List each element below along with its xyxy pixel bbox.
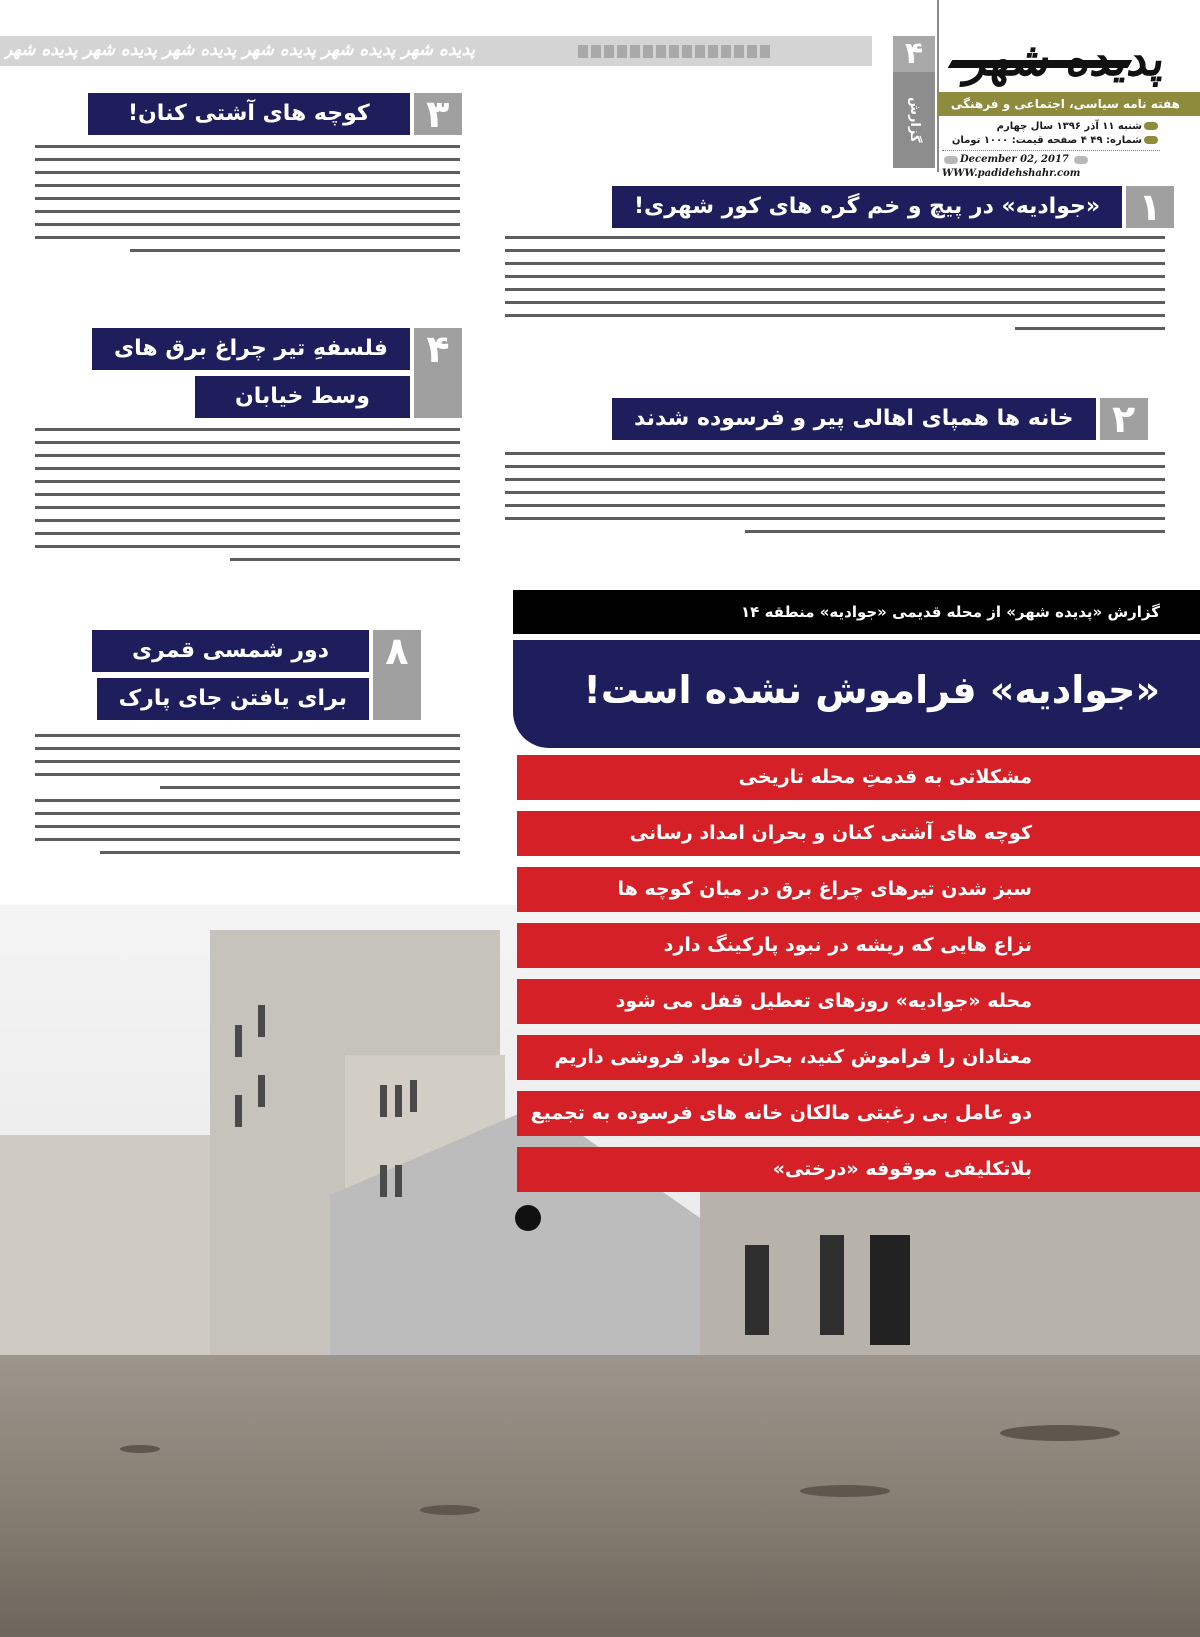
article-3-heading bbox=[88, 93, 462, 135]
pill-icon bbox=[1144, 122, 1158, 130]
top-decorative-strip bbox=[0, 36, 872, 66]
meta-divider bbox=[942, 150, 1160, 151]
topic-item: مشکلاتی به قدمتِ محله تاریخی bbox=[517, 755, 1200, 800]
article-8-heading bbox=[92, 630, 421, 720]
pill-icon bbox=[1144, 136, 1158, 144]
photo-window bbox=[380, 1085, 387, 1117]
article-number: ۸ bbox=[373, 630, 421, 720]
topic-item: محله «جوادیه» روزهای تعطیل قفل می شود bbox=[517, 979, 1200, 1024]
topic-item: معتادان را فراموش کنید، بحران مواد فروشی داریم bbox=[517, 1035, 1200, 1080]
strip-blocks bbox=[578, 45, 770, 58]
photo-window bbox=[235, 1025, 242, 1057]
photo-window bbox=[258, 1075, 265, 1107]
article-title: «جوادیه» در پیچ و خم گره های کور شهری! bbox=[612, 186, 1122, 228]
article-2-body bbox=[505, 452, 1165, 543]
article-title-line-1: فلسفهِ تیر چراغ برق های bbox=[92, 328, 410, 370]
article-number: ۳ bbox=[414, 93, 462, 135]
article-2-heading bbox=[612, 398, 1148, 440]
date-latin: December 02, 2017 bbox=[960, 154, 1069, 165]
photo-window bbox=[395, 1165, 402, 1197]
photo-building-left-low bbox=[0, 1135, 210, 1385]
photo-rubble bbox=[420, 1505, 480, 1515]
feature-kicker: گزارش «پدیده شهر» از محله قدیمی «جوادیه» منطقه ۱۴ bbox=[513, 590, 1200, 634]
strip-ghost-text: پدیده شهر پدیده شهر پدیده شهر پدیده شهر پدیده شهر پدیده شهر bbox=[4, 40, 476, 60]
photo-doorway bbox=[870, 1235, 910, 1345]
article-3-body bbox=[35, 145, 460, 262]
section-tab bbox=[893, 36, 935, 170]
issue-line: شنبه ۱۱ آذر ۱۳۹۶ سال چهارم bbox=[942, 120, 1160, 134]
topic-item: بلاتکلیفی موقوفه «درختی» bbox=[517, 1147, 1200, 1192]
photo-round-window bbox=[515, 1205, 541, 1231]
latin-line bbox=[942, 153, 1160, 181]
article-1-heading bbox=[612, 186, 1174, 228]
photo-rubble bbox=[800, 1485, 890, 1497]
article-title-line-2: وسط خیابان bbox=[195, 376, 410, 418]
photo-doorway bbox=[745, 1245, 769, 1335]
photo-window bbox=[235, 1095, 242, 1127]
article-number: ۲ bbox=[1100, 398, 1148, 440]
article-title-line-2: برای یافتن جای پارک bbox=[97, 678, 369, 720]
masthead-tagline: هفته نامه سیاسی، اجتماعی و فرهنگی bbox=[938, 92, 1200, 116]
topic-item: دو عامل بی رغبتی مالکان خانه های فرسوده به تجمیع bbox=[517, 1091, 1200, 1136]
photo-ground bbox=[0, 1355, 1200, 1637]
article-title: خانه ها همپای اهالی پیر و فرسوده شدند bbox=[612, 398, 1096, 440]
photo-doorway bbox=[820, 1235, 844, 1335]
masthead-divider bbox=[937, 0, 939, 172]
website-link[interactable]: WWW.padidehshahr.com bbox=[942, 168, 1081, 179]
photo-window bbox=[380, 1165, 387, 1197]
number-line: شماره: ۴۹ ۴ صفحه قیمت: ۱۰۰۰ تومان bbox=[942, 134, 1160, 148]
masthead-meta bbox=[942, 120, 1160, 181]
photo-window bbox=[410, 1080, 417, 1112]
topic-item: نزاع هایی که ریشه در نبود پارکینگ دارد bbox=[517, 923, 1200, 968]
topic-item: سبز شدن تیرهای چراغ برق در میان کوچه ها bbox=[517, 867, 1200, 912]
photo-window bbox=[258, 1005, 265, 1037]
pill-icon bbox=[1074, 156, 1088, 164]
article-title-line-1: دور شمسی قمری bbox=[92, 630, 369, 672]
article-4-body bbox=[35, 428, 460, 571]
feature-headline: «جوادیه» فراموش نشده است! bbox=[513, 640, 1200, 748]
article-4-heading bbox=[92, 328, 462, 418]
article-8-body bbox=[35, 734, 460, 864]
photo-rubble bbox=[120, 1445, 160, 1453]
article-number: ۱ bbox=[1126, 186, 1174, 228]
pill-icon bbox=[944, 156, 958, 164]
photo-window bbox=[395, 1085, 402, 1117]
topic-item: کوچه های آشتی کنان و بحران امداد رسانی bbox=[517, 811, 1200, 856]
section-number: ۴ bbox=[893, 36, 935, 72]
article-1-body bbox=[505, 236, 1165, 340]
feature-topics-list bbox=[517, 755, 1200, 1203]
article-title: کوچه های آشتی کنان! bbox=[88, 93, 410, 135]
newspaper-logo bbox=[950, 30, 1169, 88]
logo-text: پدیده شهر bbox=[962, 32, 1169, 86]
section-label: گزارش bbox=[893, 72, 935, 168]
article-number: ۴ bbox=[414, 328, 462, 418]
photo-rubble bbox=[1000, 1425, 1120, 1441]
